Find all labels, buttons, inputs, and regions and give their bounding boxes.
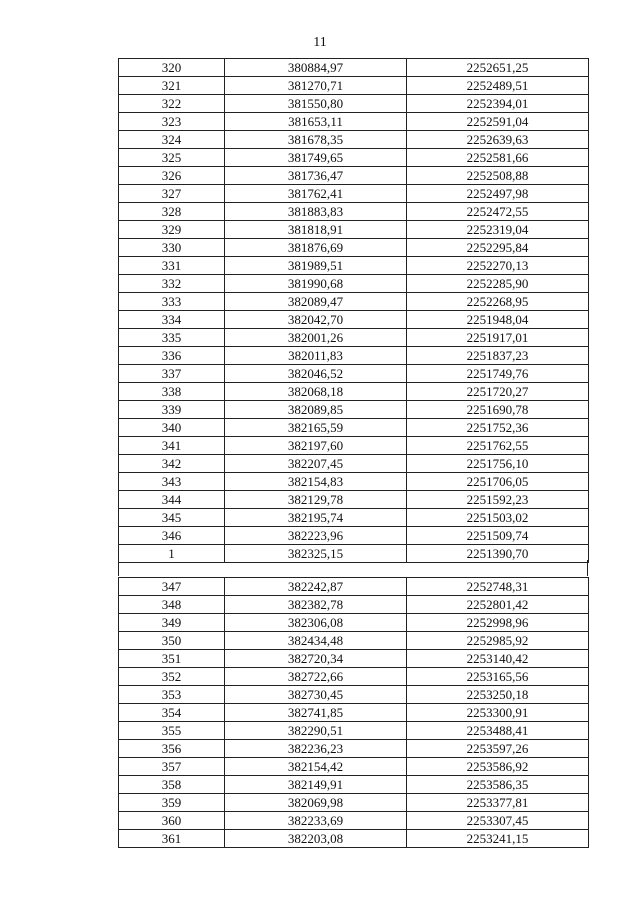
x-coordinate-cell: 381876,69 xyxy=(225,239,407,257)
point-number-cell: 361 xyxy=(119,830,225,848)
point-number-cell: 340 xyxy=(119,419,225,437)
y-coordinate-cell: 2252295,84 xyxy=(407,239,589,257)
table-row xyxy=(119,203,589,221)
table-row xyxy=(119,437,589,455)
y-coordinate-cell: 2251509,74 xyxy=(407,527,589,545)
point-number-cell: 324 xyxy=(119,131,225,149)
x-coordinate-cell: 382306,08 xyxy=(225,614,407,632)
y-coordinate-cell: 2253300,91 xyxy=(407,704,589,722)
table-row xyxy=(119,383,589,401)
y-coordinate-cell: 2252268,95 xyxy=(407,293,589,311)
x-coordinate-cell: 382223,96 xyxy=(225,527,407,545)
table-row xyxy=(119,131,589,149)
table-row xyxy=(119,632,589,650)
table-row xyxy=(119,758,589,776)
x-coordinate-cell: 382720,34 xyxy=(225,650,407,668)
y-coordinate-cell: 2253586,92 xyxy=(407,758,589,776)
x-coordinate-cell: 382197,60 xyxy=(225,437,407,455)
table-row xyxy=(119,311,589,329)
point-number-cell: 337 xyxy=(119,365,225,383)
point-number-cell: 349 xyxy=(119,614,225,632)
x-coordinate-cell: 382203,08 xyxy=(225,830,407,848)
x-coordinate-cell: 381883,83 xyxy=(225,203,407,221)
table-row xyxy=(119,113,589,131)
point-number-cell: 341 xyxy=(119,437,225,455)
point-number-cell: 356 xyxy=(119,740,225,758)
table-row xyxy=(119,668,589,686)
x-coordinate-cell: 382730,45 xyxy=(225,686,407,704)
table-row xyxy=(119,830,589,848)
table-row xyxy=(119,275,589,293)
y-coordinate-cell: 2251706,05 xyxy=(407,473,589,491)
table-row xyxy=(119,596,589,614)
point-number-cell: 354 xyxy=(119,704,225,722)
y-coordinate-cell: 2252270,13 xyxy=(407,257,589,275)
y-coordinate-cell: 2251749,76 xyxy=(407,365,589,383)
coordinates-table-part-2 xyxy=(118,577,589,848)
y-coordinate-cell: 2251503,02 xyxy=(407,509,589,527)
point-number-cell: 331 xyxy=(119,257,225,275)
x-coordinate-cell: 382325,15 xyxy=(225,545,407,563)
x-coordinate-cell: 381653,11 xyxy=(225,113,407,131)
table-row xyxy=(119,812,589,830)
page-number: 11 xyxy=(313,35,327,50)
y-coordinate-cell: 2252489,51 xyxy=(407,77,589,95)
y-coordinate-cell: 2252639,63 xyxy=(407,131,589,149)
point-number-cell: 330 xyxy=(119,239,225,257)
y-coordinate-cell: 2252472,55 xyxy=(407,203,589,221)
point-number-cell: 338 xyxy=(119,383,225,401)
point-number-cell: 322 xyxy=(119,95,225,113)
table-row xyxy=(119,704,589,722)
x-coordinate-cell: 382236,23 xyxy=(225,740,407,758)
point-number-cell: 334 xyxy=(119,311,225,329)
table-row xyxy=(119,77,589,95)
x-coordinate-cell: 382434,48 xyxy=(225,632,407,650)
x-coordinate-cell: 382741,85 xyxy=(225,704,407,722)
table-row xyxy=(119,257,589,275)
coordinates-table-part-1 xyxy=(118,58,589,563)
y-coordinate-cell: 2251690,78 xyxy=(407,401,589,419)
y-coordinate-cell: 2251756,10 xyxy=(407,455,589,473)
y-coordinate-cell: 2251720,27 xyxy=(407,383,589,401)
table-row xyxy=(119,776,589,794)
y-coordinate-cell: 2253250,18 xyxy=(407,686,589,704)
point-number-cell: 327 xyxy=(119,185,225,203)
table-row xyxy=(119,455,589,473)
point-number-cell: 357 xyxy=(119,758,225,776)
y-coordinate-cell: 2252285,90 xyxy=(407,275,589,293)
table-row xyxy=(119,419,589,437)
y-coordinate-cell: 2252985,92 xyxy=(407,632,589,650)
x-coordinate-cell: 382129,78 xyxy=(225,491,407,509)
point-number-cell: 345 xyxy=(119,509,225,527)
point-number-cell: 348 xyxy=(119,596,225,614)
x-coordinate-cell: 381749,65 xyxy=(225,149,407,167)
point-number-cell: 343 xyxy=(119,473,225,491)
y-coordinate-cell: 2251752,36 xyxy=(407,419,589,437)
table-row xyxy=(119,614,589,632)
x-coordinate-cell: 381762,41 xyxy=(225,185,407,203)
y-coordinate-cell: 2253597,26 xyxy=(407,740,589,758)
x-coordinate-cell: 382089,47 xyxy=(225,293,407,311)
point-number-cell: 332 xyxy=(119,275,225,293)
point-number-cell: 344 xyxy=(119,491,225,509)
table-row xyxy=(119,794,589,812)
y-coordinate-cell: 2252748,31 xyxy=(407,578,589,596)
point-number-cell: 352 xyxy=(119,668,225,686)
x-coordinate-cell: 382207,45 xyxy=(225,455,407,473)
point-number-cell: 350 xyxy=(119,632,225,650)
y-coordinate-cell: 2252508,88 xyxy=(407,167,589,185)
table-row xyxy=(119,578,589,596)
y-coordinate-cell: 2253377,81 xyxy=(407,794,589,812)
point-number-cell: 351 xyxy=(119,650,225,668)
table-row xyxy=(119,650,589,668)
point-number-cell: 326 xyxy=(119,167,225,185)
table-row xyxy=(119,686,589,704)
point-number-cell: 353 xyxy=(119,686,225,704)
x-coordinate-cell: 381678,35 xyxy=(225,131,407,149)
y-coordinate-cell: 2253488,41 xyxy=(407,722,589,740)
table-row xyxy=(119,722,589,740)
x-coordinate-cell: 382154,42 xyxy=(225,758,407,776)
y-coordinate-cell: 2253241,15 xyxy=(407,830,589,848)
x-coordinate-cell: 382290,51 xyxy=(225,722,407,740)
x-coordinate-cell: 382042,70 xyxy=(225,311,407,329)
x-coordinate-cell: 381270,71 xyxy=(225,77,407,95)
x-coordinate-cell: 382068,18 xyxy=(225,383,407,401)
y-coordinate-cell: 2251948,04 xyxy=(407,311,589,329)
point-number-cell: 320 xyxy=(119,59,225,77)
y-coordinate-cell: 2252394,01 xyxy=(407,95,589,113)
point-number-cell: 335 xyxy=(119,329,225,347)
y-coordinate-cell: 2252581,66 xyxy=(407,149,589,167)
point-number-cell: 336 xyxy=(119,347,225,365)
x-coordinate-cell: 381990,68 xyxy=(225,275,407,293)
table-row xyxy=(119,473,589,491)
y-coordinate-cell: 2252998,96 xyxy=(407,614,589,632)
table-row xyxy=(119,401,589,419)
point-number-cell: 333 xyxy=(119,293,225,311)
x-coordinate-cell: 382195,74 xyxy=(225,509,407,527)
x-coordinate-cell: 381818,91 xyxy=(225,221,407,239)
table-row xyxy=(119,740,589,758)
x-coordinate-cell: 382722,66 xyxy=(225,668,407,686)
y-coordinate-cell: 2251592,23 xyxy=(407,491,589,509)
y-coordinate-cell: 2251390,70 xyxy=(407,545,589,563)
y-coordinate-cell: 2253165,56 xyxy=(407,668,589,686)
x-coordinate-cell: 382165,59 xyxy=(225,419,407,437)
point-number-cell: 342 xyxy=(119,455,225,473)
x-coordinate-cell: 381989,51 xyxy=(225,257,407,275)
y-coordinate-cell: 2253307,45 xyxy=(407,812,589,830)
point-number-cell: 346 xyxy=(119,527,225,545)
point-number-cell: 325 xyxy=(119,149,225,167)
table-row xyxy=(119,167,589,185)
point-number-cell: 329 xyxy=(119,221,225,239)
x-coordinate-cell: 380884,97 xyxy=(225,59,407,77)
table-row xyxy=(119,365,589,383)
x-coordinate-cell: 382382,78 xyxy=(225,596,407,614)
point-number-cell: 358 xyxy=(119,776,225,794)
table-row xyxy=(119,59,589,77)
y-coordinate-cell: 2252651,25 xyxy=(407,59,589,77)
point-number-cell: 360 xyxy=(119,812,225,830)
x-coordinate-cell: 382233,69 xyxy=(225,812,407,830)
point-number-cell: 355 xyxy=(119,722,225,740)
table-row xyxy=(119,95,589,113)
point-number-cell: 328 xyxy=(119,203,225,221)
x-coordinate-cell: 381550,80 xyxy=(225,95,407,113)
table-separator xyxy=(118,560,588,576)
y-coordinate-cell: 2251837,23 xyxy=(407,347,589,365)
x-coordinate-cell: 382001,26 xyxy=(225,329,407,347)
y-coordinate-cell: 2252497,98 xyxy=(407,185,589,203)
x-coordinate-cell: 382069,98 xyxy=(225,794,407,812)
table-row xyxy=(119,347,589,365)
y-coordinate-cell: 2251762,55 xyxy=(407,437,589,455)
table-row xyxy=(119,221,589,239)
x-coordinate-cell: 382242,87 xyxy=(225,578,407,596)
y-coordinate-cell: 2253140,42 xyxy=(407,650,589,668)
y-coordinate-cell: 2252801,42 xyxy=(407,596,589,614)
table-row xyxy=(119,329,589,347)
y-coordinate-cell: 2253586,35 xyxy=(407,776,589,794)
point-number-cell: 323 xyxy=(119,113,225,131)
y-coordinate-cell: 2252319,04 xyxy=(407,221,589,239)
x-coordinate-cell: 382149,91 xyxy=(225,776,407,794)
table-row xyxy=(119,149,589,167)
point-number-cell: 347 xyxy=(119,578,225,596)
table-row xyxy=(119,239,589,257)
point-number-cell: 339 xyxy=(119,401,225,419)
x-coordinate-cell: 382011,83 xyxy=(225,347,407,365)
table-row xyxy=(119,491,589,509)
x-coordinate-cell: 382046,52 xyxy=(225,365,407,383)
y-coordinate-cell: 2251917,01 xyxy=(407,329,589,347)
table-row xyxy=(119,509,589,527)
point-number-cell: 321 xyxy=(119,77,225,95)
y-coordinate-cell: 2252591,04 xyxy=(407,113,589,131)
x-coordinate-cell: 381736,47 xyxy=(225,167,407,185)
point-number-cell: 1 xyxy=(119,545,225,563)
table-row xyxy=(119,527,589,545)
table-row xyxy=(119,185,589,203)
point-number-cell: 359 xyxy=(119,794,225,812)
table-row xyxy=(119,293,589,311)
x-coordinate-cell: 382089,85 xyxy=(225,401,407,419)
x-coordinate-cell: 382154,83 xyxy=(225,473,407,491)
